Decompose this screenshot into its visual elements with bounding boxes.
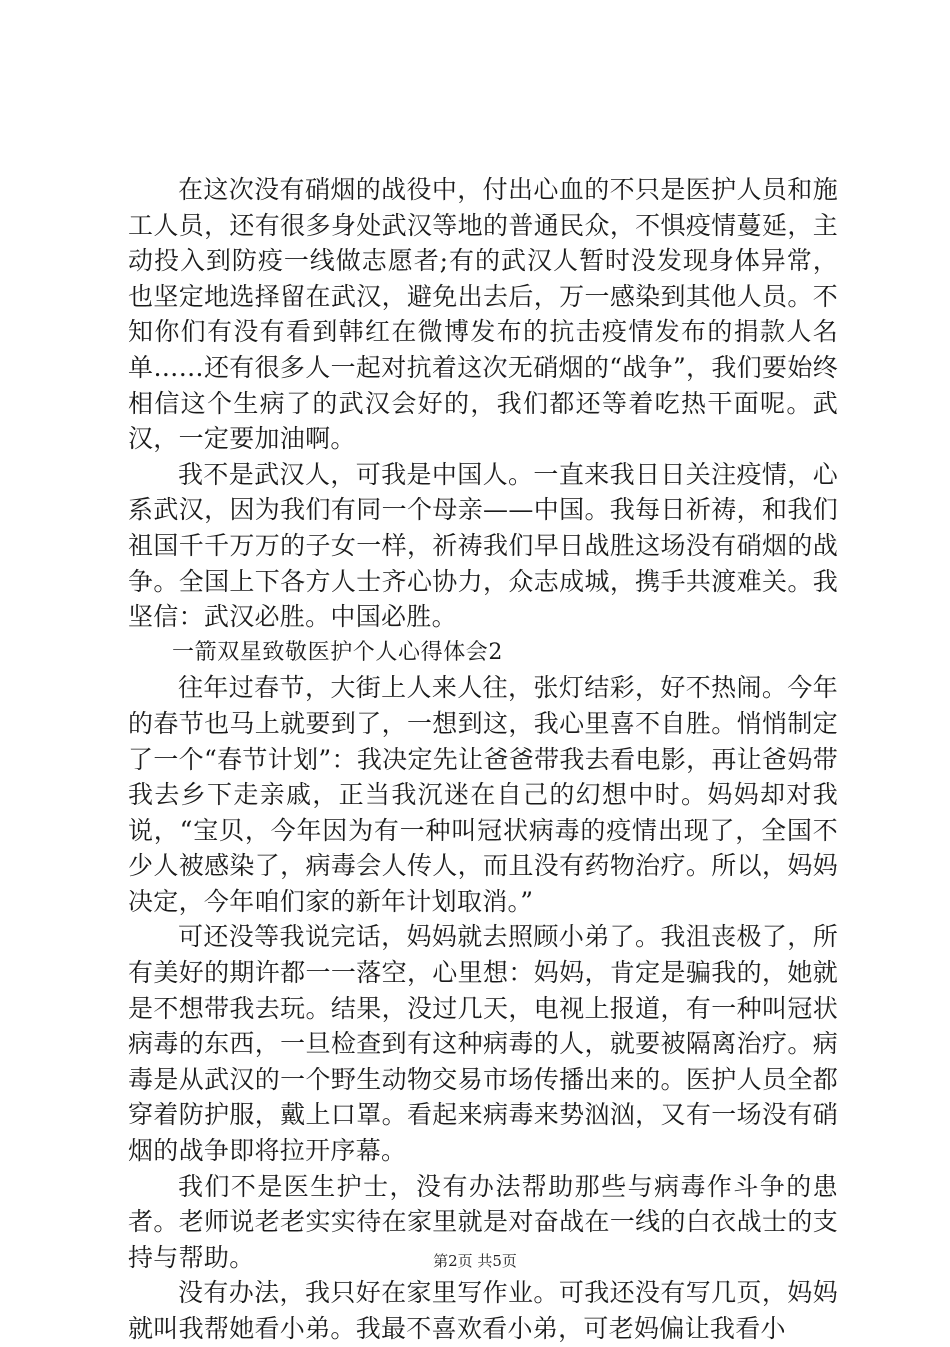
paragraph-2: 我不是武汉人，可我是中国人。一直来我日日关注疫情，心系武汉，因为我们有同一个母亲——中国。我每日祈祷，和我们祖国千千万万的子女一样，祈祷我们早日战胜这场没有硝烟的战争。全国上下各方人士齐心协力，众志成城，携手共渡难关。我坚信：武汉必胜。中国必胜。	[128, 459, 838, 632]
section-title: 一箭双星致敬医护个人心得体会2	[172, 639, 503, 665]
page-footer: 第2页 共5页	[433, 1252, 517, 1270]
paragraph-5: 我们不是医生护士，没有办法帮助那些与病毒作斗争的患者。老师说老老实实待在家里就是对奋战在一线的白衣战士的支持与帮助。	[128, 1171, 838, 1272]
document-body	[128, 172, 838, 1347]
paragraph-1: 在这次没有硝烟的战役中，付出心血的不只是医护人员和施工人员，还有很多身处武汉等地的普通民众，不惧疫情蔓延，主动投入到防疫一线做志愿者;有的武汉人暂时没发现身体异常，也坚定地选择留在武汉，避免出去后，万一感染到其他人员。不知你们有没有看到韩红在微博发布的抗击疫情发布的捐款人名单……还有很多人一起对抗着这次无硝烟的“战争”，我们要始终相信这个生病了的武汉会好的，我们都还等着吃热干面呢。武汉，一定要加油啊。	[128, 175, 838, 454]
paragraph-3: 往年过春节，大街上人来人往，张灯结彩，好不热闹。今年的春节也马上就要到了，一想到这，我心里喜不自胜。悄悄制定了一个“春节计划”：我决定先让爸爸带我去看电影，再让爸妈带我去乡下走亲戚，正当我沉迷在自己的幻想中时。妈妈却对我说，“宝贝，今年因为有一种叫冠状病毒的疫情出现了，全国不少人被感染了，病毒会人传人，而且没有药物治疗。所以，妈妈决定，今年咱们家的新年计划取消。”	[128, 673, 838, 916]
paragraph-6: 没有办法，我只好在家里写作业。可我还没有写几页，妈妈就叫我帮她看小弟。我最不喜欢看小弟，可老妈偏让我看小	[128, 1278, 838, 1343]
paragraph-4: 可还没等我说完话，妈妈就去照顾小弟了。我沮丧极了，所有美好的期许都一一落空，心里想：妈妈，肯定是骗我的，她就是不想带我去玩。结果，没过几天，电视上报道，有一种叫冠状病毒的东西，一旦检查到有这种病毒的人，就要被隔离治疗。病毒是从武汉的一个野生动物交易市场传播出来的。医护人员全都穿着防护服，戴上口罩。看起来病毒来势汹汹，又有一场没有硝烟的战争即将拉开序幕。	[128, 922, 838, 1166]
